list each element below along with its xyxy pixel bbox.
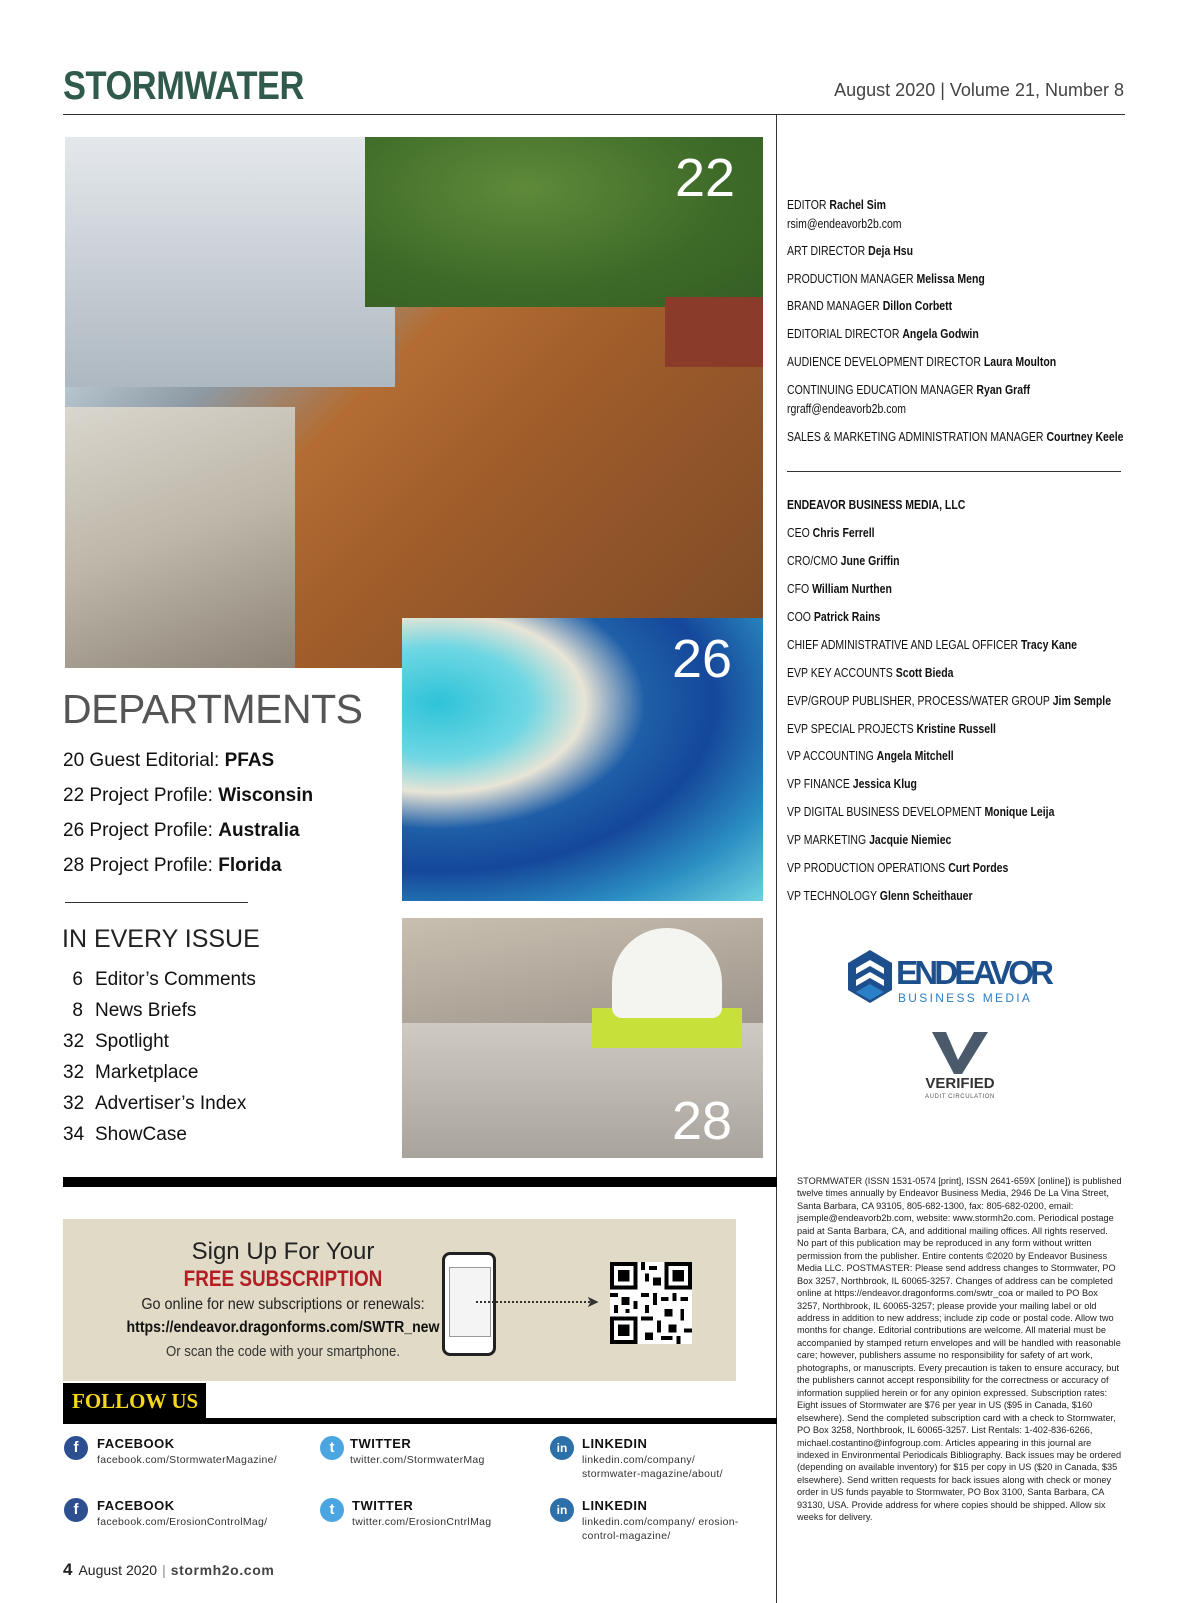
svg-text:BUSINESS MEDIA: BUSINESS MEDIA [898, 991, 1033, 1005]
subscribe-scan-note: Or scan the code with your smartphone. [165, 1343, 401, 1360]
every-issue-item[interactable]: 32 Advertiser’s Index [63, 1093, 247, 1114]
departments-heading: DEPARTMENTS [62, 686, 363, 732]
photo-australia-reef[interactable] [402, 618, 763, 901]
verified-check-icon [932, 1032, 988, 1074]
department-item[interactable]: 28 Project Profile: Florida [63, 855, 282, 876]
svg-text:AUDIT CIRCULATION: AUDIT CIRCULATION [925, 1094, 995, 1100]
page-footer: 4 August 2020 | stormh2o.com [63, 1560, 275, 1579]
exec-row: CFO William Nurthen [787, 582, 892, 596]
smartphone-icon [442, 1252, 496, 1356]
photo-page-number: 26 [672, 629, 733, 689]
photo-wisconsin-shoreline[interactable] [65, 137, 763, 668]
arrowhead-icon: ➤ [586, 1294, 600, 1311]
page-number: 4 [63, 1560, 73, 1579]
department-item[interactable]: 20 Guest Editorial: PFAS [63, 750, 275, 771]
exec-row: CRO/CMO June Griffin [787, 554, 900, 568]
every-issue-item[interactable]: 34 ShowCase [63, 1124, 187, 1145]
qr-code[interactable] [610, 1262, 692, 1344]
linkedin-icon: in [550, 1498, 574, 1522]
exec-row: VP DIGITAL BUSINESS DEVELOPMENT Monique Leija [787, 805, 1055, 819]
exec-row: VP FINANCE Jessica Klug [787, 777, 917, 791]
section-rule-thick [63, 1177, 777, 1187]
footer-site[interactable]: stormh2o.com [170, 1562, 275, 1578]
column-divider [776, 115, 777, 1603]
exec-row: CHIEF ADMINISTRATIVE AND LEGAL OFFICER Tracy Kane [787, 638, 1078, 652]
exec-row: VP MARKETING Jacquie Niemiec [787, 833, 952, 847]
magazine-logo: STORMWATER [63, 64, 304, 108]
staff-editorial-director: EDITORIAL DIRECTOR Angela Godwin [787, 327, 979, 341]
every-issue-item[interactable]: 32 Spotlight [63, 1031, 169, 1052]
every-issue-item[interactable]: 6 Editor’s Comments [72, 969, 256, 990]
staff-email[interactable]: rsim@endeavorb2b.com [787, 217, 902, 231]
staff-editor: EDITOR Rachel Sim [787, 198, 887, 212]
every-issue-item[interactable]: 8 News Briefs [72, 1000, 197, 1021]
department-item[interactable]: 22 Project Profile: Wisconsin [63, 785, 314, 806]
twitter-icon: t [320, 1436, 344, 1460]
photo-florida-worker[interactable] [402, 918, 763, 1158]
photo-page-number: 22 [675, 148, 736, 208]
follow-rule [63, 1418, 777, 1424]
verified-logo [910, 1030, 1010, 1100]
every-issue-item[interactable]: 32 Marketplace [63, 1062, 199, 1083]
svg-text:ENDEAVOR: ENDEAVOR [896, 954, 1054, 991]
department-item[interactable]: 26 Project Profile: Australia [63, 820, 300, 841]
staff-art-director: ART DIRECTOR Deja Hsu [787, 244, 914, 258]
every-issue-heading: IN EVERY ISSUE [62, 925, 260, 953]
issue-info: August 2020 | Volume 21, Number 8 [834, 80, 1124, 100]
twitter-icon: t [320, 1498, 344, 1522]
header-rule [63, 114, 1125, 115]
dotted-arrow [476, 1301, 594, 1303]
exec-row: EVP/GROUP PUBLISHER, PROCESS/WATER GROUP Jim Semple [787, 694, 1112, 708]
every-issue-list [63, 969, 256, 1155]
exec-row: COO Patrick Rains [787, 610, 881, 624]
staff-audience-director: AUDIENCE DEVELOPMENT DIRECTOR Laura Moulton [787, 355, 1057, 369]
exec-row: CEO Chris Ferrell [787, 526, 875, 540]
subscribe-instruction: Go online for new subscriptions or renewals: [141, 1296, 425, 1313]
follow-us-banner: FOLLOW US [63, 1383, 206, 1419]
staff-email[interactable]: rgraff@endeavorb2b.com [787, 402, 907, 416]
section-rule [65, 902, 248, 903]
facebook-icon: f [64, 1498, 88, 1522]
subscribe-headline: FREE SUBSCRIPTION [183, 1266, 383, 1291]
exec-row: VP TECHNOLOGY Glenn Scheithauer [787, 889, 973, 903]
footer-date: August 2020 [78, 1562, 158, 1578]
exec-row: EVP KEY ACCOUNTS Scott Bieda [787, 666, 954, 680]
subscribe-url[interactable]: https://endeavor.dragonforms.com/SWTR_new [126, 1319, 440, 1336]
company-name: ENDEAVOR BUSINESS MEDIA, LLC [787, 498, 966, 512]
staff-production-manager: PRODUCTION MANAGER Melissa Meng [787, 272, 985, 286]
endeavor-mark-icon [848, 950, 892, 1003]
endeavor-logo [848, 950, 1058, 1006]
masthead-rule [787, 471, 1121, 472]
exec-row: VP PRODUCTION OPERATIONS Curt Pordes [787, 861, 1009, 875]
exec-row: VP ACCOUNTING Angela Mitchell [787, 749, 954, 763]
linkedin-icon: in [550, 1436, 574, 1460]
svg-text:VERIFIED: VERIFIED [925, 1075, 995, 1092]
subscribe-line: Sign Up For Your [191, 1238, 375, 1265]
photo-page-number: 28 [672, 1091, 733, 1151]
staff-ce-manager: CONTINUING EDUCATION MANAGER Ryan Graff [787, 383, 1031, 397]
departments-list [63, 750, 313, 890]
publication-fine-print: STORMWATER (ISSN 1531-0574 [print], ISSN 2641-659X [online]) is published twelve times annually by Endeavor Business Media, 2946 De La Vina Street, Santa Barbara, CA 93105, 805-682-1300, fax: 805-682-0200, email: jsemple@endeavorb2b.com, website: www.stormh2o.com. Periodical postage paid at Santa Barbara, CA, and additional mailing offices. All rights reserved. No part of this publication may be reproduced in any form without written permission from the publisher. Entire contents ©2020 by Endeavor Business Media LLC. POSTMASTER: Please send address changes to Stormwater, PO Box 3257, Northbrook, IL 60065-3257. Changes of address can be completed online at https://endeavor.dragonforms.com/swtr_coa or mailed to PO Box 3257, Northbrook, IL 60065-3257; please provide your mailing label or old address in addition to new address; include zip code or postal code. Allow two months for change. Editorial contributions are welcome. All material must be accompanied by stamped return envelopes and will be handled with reasonable care; however, publishers assume no responsibility for safety of art work, photographs, or manuscripts. Every precaution is taken to ensure accuracy, but the publishers cannot accept responsibility for the correctness or accuracy of information supplied herein or for any opinion expressed. Subscription rates: Eight issues of Stormwater are $76 per year in US ($95 in Canada, $160 elsewhere). Send the completed subscription card with a check to Stormwater, PO Box 3258, Northbrook, IL 60065-3257. List Rentals: 1-402-836-6266, michael.costantino@infogroup.com. Articles appearing in this journal are indexed in Environmental Periodicals Bibliography. Back issues may be ordered (depending on available inventory) for $15 per copy in US ($20 in Canada, $35 elsewhere). Send written requests for back issues along with check or money order in US funds payable to Stormwater, PO Box 3100, Santa Barbara, CA 93130, USA. Provide address for where copies should be shipped. Allow six weeks for delivery. [797, 1176, 1122, 1523]
staff-sales-admin: SALES & MARKETING ADMINISTRATION MANAGER Courtney Keele [787, 430, 1124, 444]
exec-row: EVP SPECIAL PROJECTS Kristine Russell [787, 722, 996, 736]
staff-brand-manager: BRAND MANAGER Dillon Corbett [787, 299, 953, 313]
facebook-icon: f [64, 1436, 88, 1460]
